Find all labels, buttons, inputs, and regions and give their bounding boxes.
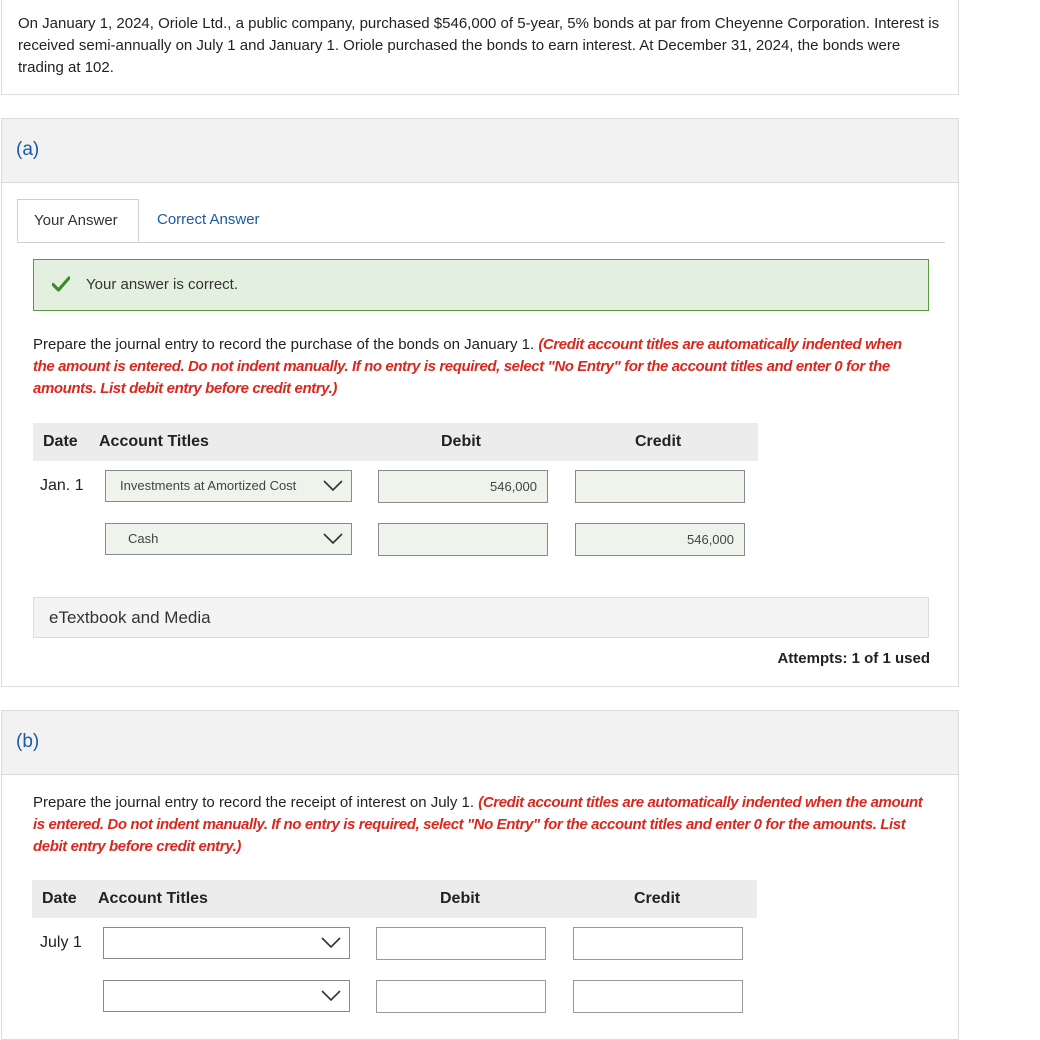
check-icon bbox=[52, 276, 70, 292]
part-a-prompt-text: Prepare the journal entry to record the purchase of the bonds on January 1. bbox=[33, 336, 535, 353]
intro-text: On January 1, 2024, Oriole Ltd., a public company, purchased $546,000 of 5-year, 5% bonds at par from Cheyenne Corporation. Interest is received semi-annually on July 1 and January 1. Oriole purchased the bonds to earn interest. At December 31, 2024, the bonds were trading at 102. bbox=[18, 15, 940, 76]
journal-header-a bbox=[33, 423, 758, 461]
account-title-select[interactable] bbox=[105, 470, 352, 502]
header-debit: Debit bbox=[441, 433, 481, 450]
credit-input[interactable] bbox=[573, 927, 743, 960]
journal-header-b bbox=[32, 880, 757, 918]
account-title-select[interactable] bbox=[105, 523, 352, 555]
chevron-down-icon bbox=[323, 480, 343, 492]
part-a-prompt bbox=[33, 334, 923, 400]
debit-input[interactable]: 546,000 bbox=[378, 470, 548, 503]
part-b-panel bbox=[1, 710, 959, 1040]
part-b-note: (Credit account titles are automatically indented when the amount is entered. Do not indent manually. If no entry is required, select "No Entry" for the account titles and enter 0 for the amounts. List debit entry before credit entry.) bbox=[33, 794, 923, 855]
header-date: Date bbox=[43, 433, 78, 450]
part-a-label: (a) bbox=[16, 139, 40, 160]
part-a-header bbox=[2, 119, 958, 183]
chevron-down-icon bbox=[323, 533, 343, 545]
account-title-select[interactable] bbox=[103, 980, 350, 1012]
etextbook-media-button[interactable]: eTextbook and Media bbox=[33, 597, 929, 638]
header-date: Date bbox=[42, 890, 77, 907]
part-b-prompt-text: Prepare the journal entry to record the receipt of interest on July 1. bbox=[33, 794, 475, 811]
credit-input[interactable] bbox=[575, 470, 745, 503]
header-debit: Debit bbox=[440, 890, 480, 907]
credit-input[interactable]: 546,000 bbox=[575, 523, 745, 556]
part-b-prompt bbox=[33, 792, 923, 858]
debit-input[interactable] bbox=[378, 523, 548, 556]
debit-input[interactable] bbox=[376, 980, 546, 1013]
credit-input[interactable] bbox=[573, 980, 743, 1013]
part-b-header bbox=[2, 711, 958, 775]
chevron-down-icon bbox=[321, 990, 341, 1002]
part-a-panel bbox=[1, 118, 959, 687]
header-credit: Credit bbox=[634, 890, 681, 907]
header-credit: Credit bbox=[635, 433, 682, 450]
entry-date: Jan. 1 bbox=[40, 477, 84, 494]
header-account-titles: Account Titles bbox=[99, 433, 209, 450]
tab-your-answer[interactable]: Your Answer bbox=[17, 199, 139, 242]
part-b-label: (b) bbox=[16, 731, 40, 752]
chevron-down-icon bbox=[321, 937, 341, 949]
success-banner bbox=[33, 259, 929, 311]
part-a-note: (Credit account titles are automatically indented when the amount is entered. Do not indent manually. If no entry is required, select "No Entry" for the account titles and enter 0 for the amounts. List debit entry before credit entry.) bbox=[33, 336, 902, 397]
entry-date: July 1 bbox=[40, 934, 82, 951]
account-title-select[interactable] bbox=[103, 927, 350, 959]
answer-tabs bbox=[17, 199, 945, 243]
debit-input[interactable] bbox=[376, 927, 546, 960]
header-account-titles: Account Titles bbox=[98, 890, 208, 907]
tab-correct-answer[interactable]: Correct Answer bbox=[157, 211, 260, 228]
account-title-value: Cash bbox=[128, 531, 159, 546]
question-intro bbox=[1, 0, 959, 95]
success-text: Your answer is correct. bbox=[86, 276, 239, 293]
account-title-value: Investments at Amortized Cost bbox=[120, 478, 297, 493]
attempts-counter: Attempts: 1 of 1 used bbox=[777, 650, 930, 667]
